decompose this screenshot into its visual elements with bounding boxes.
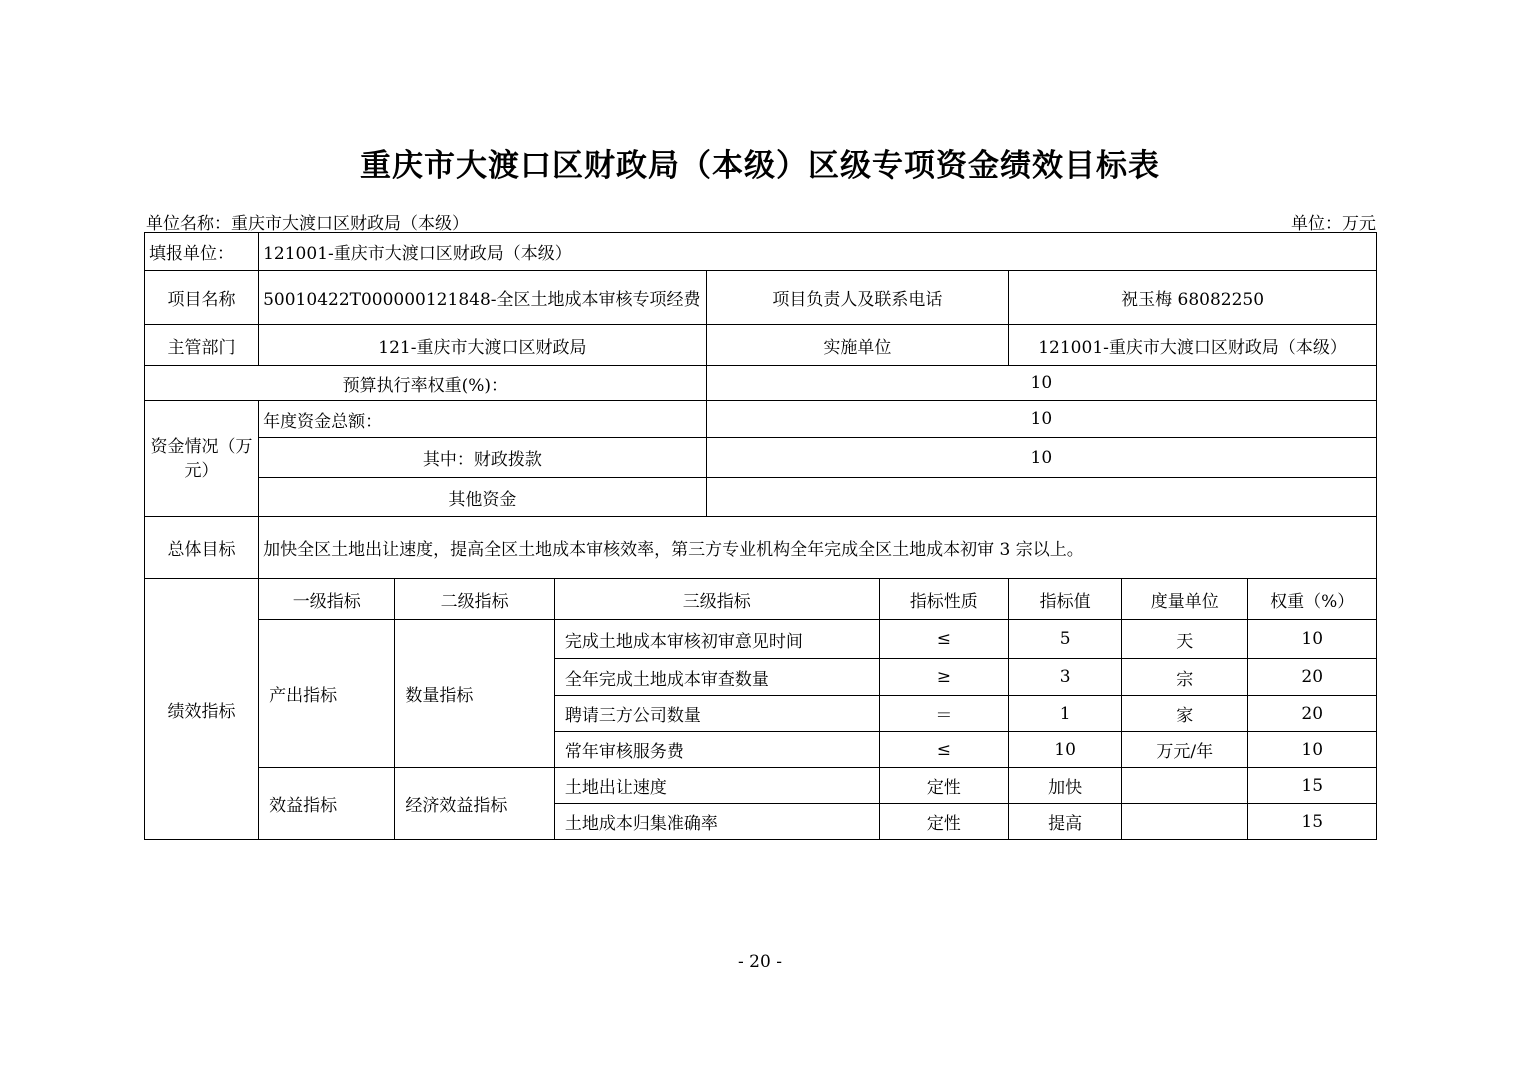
budget-rate-row	[145, 366, 1377, 401]
dept-value: 121-重庆市大渡口区财政局	[259, 325, 707, 366]
header-level2: 二级指标	[395, 579, 555, 620]
unit-measure: 单位：万元	[1291, 214, 1376, 234]
other-value	[706, 478, 1376, 517]
group-level1: 效益指标	[259, 768, 395, 840]
header-value: 指标值	[1009, 579, 1122, 620]
indicator-unit: 万元/年	[1122, 732, 1248, 768]
indicator-weight: 15	[1248, 804, 1377, 840]
indicator-value: 10	[1009, 732, 1122, 768]
indicator-unit	[1122, 804, 1248, 840]
indicator-name: 土地出让速度	[554, 768, 879, 804]
budget-rate-label: 预算执行率权重(%)：	[145, 366, 707, 401]
project-name-row	[145, 271, 1377, 325]
contact-value: 祝玉梅 68082250	[1009, 271, 1377, 325]
annual-total-value: 10	[706, 401, 1376, 438]
indicator-weight: 20	[1248, 659, 1377, 696]
fiscal-row	[145, 438, 1377, 478]
project-name-label: 项目名称	[145, 271, 259, 325]
indicator-name: 聘请三方公司数量	[554, 696, 879, 732]
dept-label: 主管部门	[145, 325, 259, 366]
indicator-value: 1	[1009, 696, 1122, 732]
header-level3: 三级指标	[554, 579, 879, 620]
indicator-value: 3	[1009, 659, 1122, 696]
fiscal-value: 10	[706, 438, 1376, 478]
header-unit: 度量单位	[1122, 579, 1248, 620]
table-row	[145, 620, 1377, 659]
goal-label: 总体目标	[145, 517, 259, 579]
fiscal-label: 其中：财政拨款	[259, 438, 707, 478]
reporting-unit-label: 填报单位：	[145, 233, 259, 271]
indicator-unit: 宗	[1122, 659, 1248, 696]
indicator-nature: ≥	[879, 659, 1009, 696]
indicator-weight: 20	[1248, 696, 1377, 732]
impl-label: 实施单位	[706, 325, 1008, 366]
indicator-name: 全年完成土地成本审查数量	[554, 659, 879, 696]
header-nature: 指标性质	[879, 579, 1009, 620]
page-number: - 20 -	[738, 952, 782, 972]
page-title: 重庆市大渡口区财政局（本级）区级专项资金绩效目标表	[360, 148, 1160, 184]
group-level2: 数量指标	[395, 620, 555, 768]
goal-value: 加快全区土地出让速度，提高全区土地成本审核效率，第三方专业机构全年完成全区土地成本初审 3 宗以上。	[259, 517, 1377, 579]
indicator-name: 土地成本归集准确率	[554, 804, 879, 840]
table-row	[145, 768, 1377, 804]
header-level1: 一级指标	[259, 579, 395, 620]
indicator-value: 加快	[1009, 768, 1122, 804]
contact-label: 项目负责人及联系电话	[706, 271, 1008, 325]
indicator-header-row	[145, 579, 1377, 620]
budget-rate-value: 10	[706, 366, 1376, 401]
indicator-value: 5	[1009, 620, 1122, 659]
indicator-name: 常年审核服务费	[554, 732, 879, 768]
annual-total-label: 年度资金总额：	[259, 401, 707, 438]
indicator-unit: 天	[1122, 620, 1248, 659]
department-row	[145, 325, 1377, 366]
indicator-nature: ≤	[879, 620, 1009, 659]
reporting-unit-row	[145, 233, 1377, 271]
reporting-unit-value: 121001-重庆市大渡口区财政局（本级）	[259, 233, 1377, 271]
perf-label: 绩效指标	[145, 579, 259, 840]
other-funds-row	[145, 478, 1377, 517]
group-level1: 产出指标	[259, 620, 395, 768]
indicator-nature: ＝	[879, 696, 1009, 732]
unit-name: 单位名称：重庆市大渡口区财政局（本级）	[146, 214, 469, 234]
impl-value: 121001-重庆市大渡口区财政局（本级）	[1009, 325, 1377, 366]
indicator-value: 提高	[1009, 804, 1122, 840]
funds-label: 资金情况（万元）	[145, 401, 259, 517]
indicator-weight: 10	[1248, 620, 1377, 659]
project-name-value: 50010422T000000121848-全区土地成本审核专项经费	[259, 271, 707, 325]
overall-goal-row	[145, 517, 1377, 579]
indicator-nature: 定性	[879, 768, 1009, 804]
indicator-weight: 10	[1248, 732, 1377, 768]
header-weight: 权重（%）	[1248, 579, 1377, 620]
indicator-unit	[1122, 768, 1248, 804]
performance-target-table	[144, 232, 1377, 840]
annual-total-row	[145, 401, 1377, 438]
indicator-nature: ≤	[879, 732, 1009, 768]
indicator-weight: 15	[1248, 768, 1377, 804]
group-level2: 经济效益指标	[395, 768, 555, 840]
indicator-unit: 家	[1122, 696, 1248, 732]
other-label: 其他资金	[259, 478, 707, 517]
indicator-nature: 定性	[879, 804, 1009, 840]
indicator-name: 完成土地成本审核初审意见时间	[554, 620, 879, 659]
